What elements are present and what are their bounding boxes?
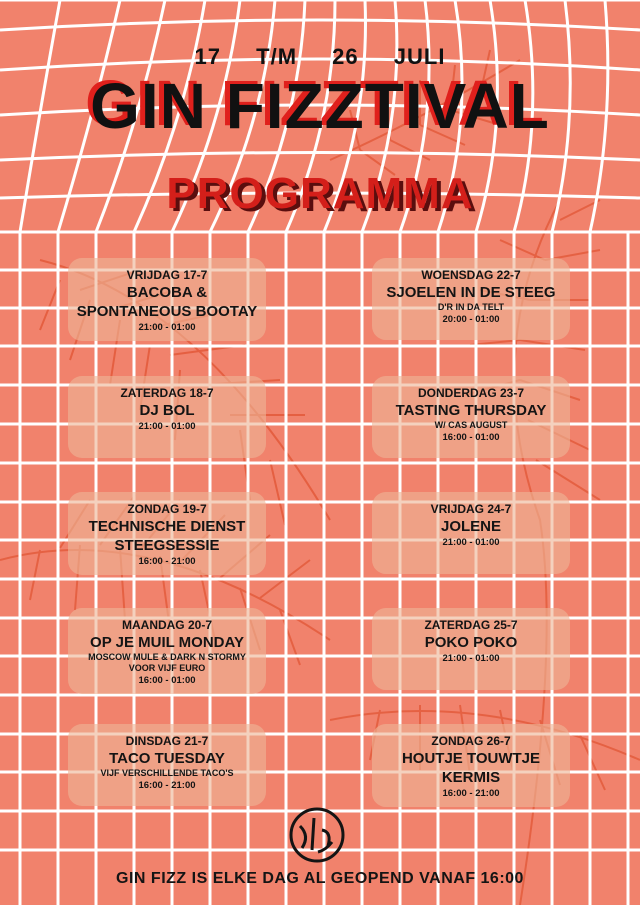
date-end: 26: [332, 44, 359, 69]
event-time: 21:00 - 01:00: [442, 653, 500, 664]
event-card: [68, 258, 266, 341]
festival-dates: [0, 44, 640, 70]
event-day: DONDERDAG 23-7: [417, 386, 525, 400]
poster-title: GIN FIZZTIVAL: [90, 70, 550, 142]
circle-glass-logo-icon: [288, 806, 346, 864]
event-subtitle: VOOR VIJF EURO: [128, 663, 206, 673]
event-act: BACOBA &: [126, 284, 208, 301]
event-day: ZATERDAG 25-7: [424, 618, 518, 632]
event-card: [372, 608, 570, 690]
event-card: [68, 724, 266, 806]
event-act: STEEGSESSIE: [114, 537, 220, 554]
event-act: KERMIS: [441, 769, 501, 786]
event-time: 21:00 - 01:00: [442, 537, 500, 548]
event-time: 16:00 - 21:00: [442, 788, 500, 799]
event-card: [372, 258, 570, 340]
event-act: JOLENE: [440, 518, 501, 535]
event-act: DJ BOL: [139, 402, 195, 419]
event-day: WOENSDAG 22-7: [421, 268, 521, 282]
event-day: ZONDAG 26-7: [431, 734, 511, 748]
event-day: ZATERDAG 18-7: [120, 386, 214, 400]
date-start: 17: [194, 44, 222, 69]
event-time: 21:00 - 01:00: [138, 421, 196, 432]
event-card: [68, 492, 266, 575]
date-month: JULI: [393, 44, 446, 69]
event-time: 16:00 - 21:00: [138, 556, 196, 567]
event-act: SPONTANEOUS BOOTAY: [76, 303, 258, 320]
event-card: [372, 492, 570, 574]
event-card: [372, 724, 570, 807]
event-subtitle: VIJF VERSCHILLENDE TACO'S: [100, 768, 234, 778]
event-subtitle: MOSCOW MULE & DARK N STORMY: [88, 652, 246, 662]
event-act: HOUTJE TOUWTJE: [401, 750, 541, 767]
event-subtitle: W/ CAS AUGUST: [434, 420, 508, 430]
event-time: 21:00 - 01:00: [138, 322, 196, 333]
poster-subtitle: PROGRAMMA: [166, 169, 474, 218]
event-act: POKO POKO: [424, 634, 518, 651]
event-day: MAANDAG 20-7: [121, 618, 212, 632]
event-card: [68, 376, 266, 458]
event-act: SJOELEN IN DE STEEG: [386, 284, 556, 301]
event-day: ZONDAG 19-7: [127, 502, 207, 516]
event-subtitle: D'R IN DA TELT: [437, 302, 505, 312]
event-time: 16:00 - 01:00: [442, 432, 500, 443]
event-act: OP JE MUIL MONDAY: [90, 634, 244, 651]
event-time: 16:00 - 01:00: [138, 675, 196, 686]
event-card: [372, 376, 570, 458]
event-act: TASTING THURSDAY: [395, 402, 547, 419]
event-card: [68, 608, 266, 694]
date-separator: T/M: [256, 44, 298, 69]
event-day: VRIJDAG 24-7: [430, 502, 512, 516]
event-act: TECHNISCHE DIENST: [88, 518, 246, 535]
event-act: TACO TUESDAY: [109, 750, 225, 767]
event-time: 20:00 - 01:00: [442, 314, 500, 325]
opening-hours-footer: GIN FIZZ IS ELKE DAG AL GEOPEND VANAF 16:00: [116, 870, 524, 887]
event-day: VRIJDAG 17-7: [126, 268, 208, 282]
event-day: DINSDAG 21-7: [125, 734, 209, 748]
event-time: 16:00 - 21:00: [138, 780, 196, 791]
